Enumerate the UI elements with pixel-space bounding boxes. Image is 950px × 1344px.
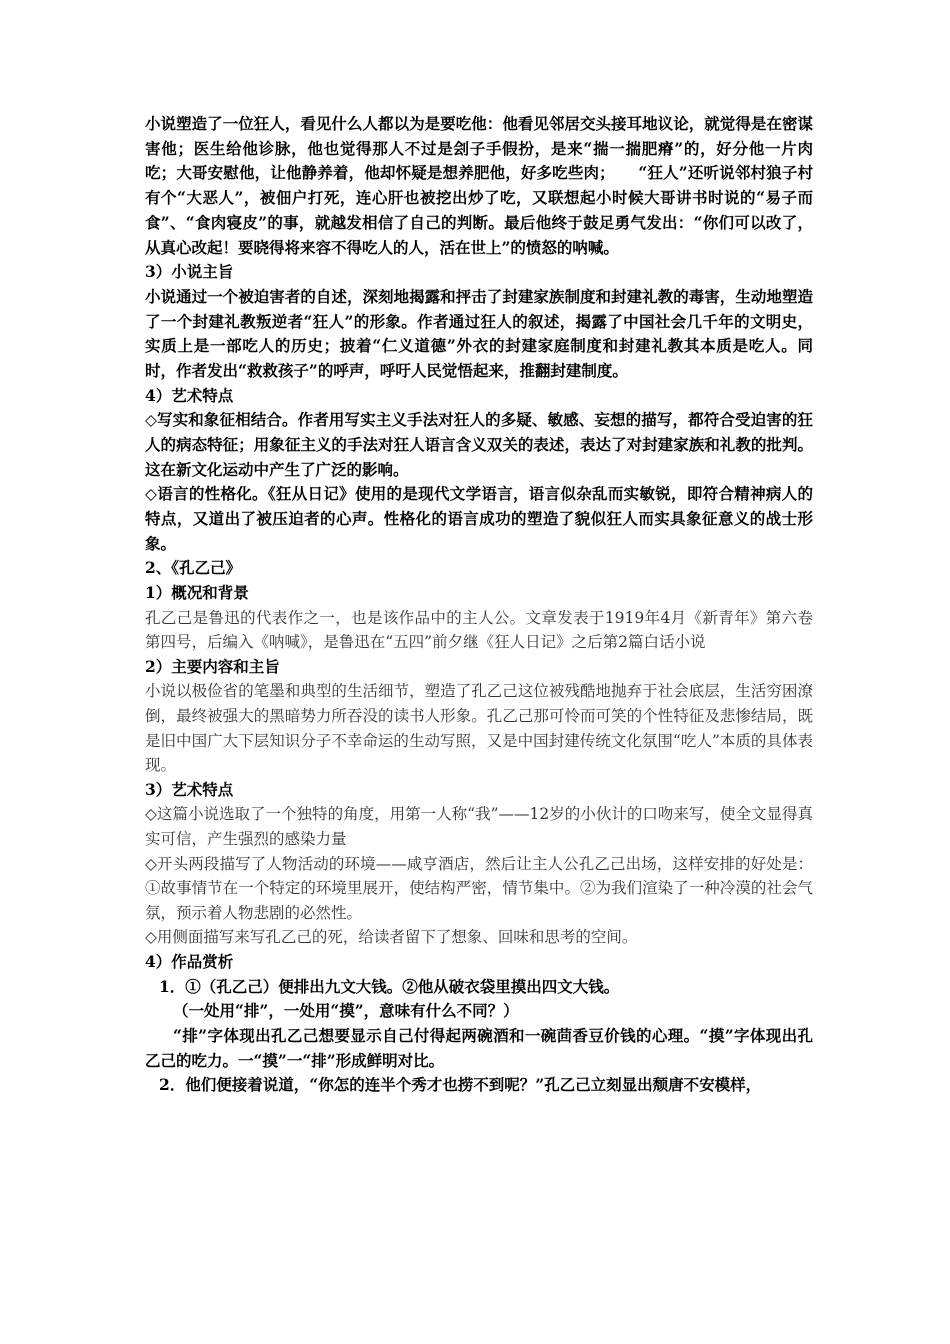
question-1-prompt: （一处用“排”，一处用“摸”，意味有什么不同？） bbox=[173, 1001, 519, 1021]
kongyiji-content-paragraph: 小说以极俭省的笔墨和典型的生活细节，塑造了孔乙己这位被残酷地抛弃于社会底层，生活穷困潦倒，最终被强大的黑暗势力所吞没的读书人形象。孔乙己那可怜而可笑的个性特征及悲惨结局，既是旧中国广大下层知识分子不幸命运的生动写照，又是中国封建传统文化氛围“吃人”本质的具体表现。 bbox=[145, 682, 813, 775]
question-2: 2．他们便接着说道，“你怎的连半个秀才也捞不到呢？”孔乙己立刻显出颓唐不安模样， bbox=[159, 1075, 762, 1095]
document-page bbox=[145, 112, 813, 1098]
kongyiji-art-point-1: ◇这篇小说选取了一个独特的角度，用第一人称“我”——12岁的小伙计的口吻来写，使全文显得真实可信，产生强烈的感染力量 bbox=[145, 805, 813, 848]
kongyiji-background-paragraph: 孔乙己是鲁迅的代表作之一，也是该作品中的主人公。文章发表于1919年4月《新青年》第六卷第四号，后编入《呐喊》，是鲁迅在“五四”前夕继《狂人日记》之后第2篇白话小说 bbox=[145, 608, 813, 652]
kongyiji-background-heading: 1）概况和背景 bbox=[145, 583, 249, 603]
kongyiji-art-point-3: ◇用侧面描写来写孔乙己的死，给读者留下了想象、回味和思考的空间。 bbox=[145, 928, 638, 947]
madman-theme-paragraph: 小说通过一个被迫害者的自述，深刻地揭露和抨击了封建家族制度和封建礼教的毒害，生动地塑造了一个封建礼教叛逆者“狂人”的形象。作者通过狂人的叙述，揭露了中国社会几千年的文明史，实质上是一部吃人的历史；披着“仁义道德”外衣的封建家庭制度和封建礼教其本质是吃人。同时，作者发出“救救孩子”的呼声，呼吁人民觉悟起来，推翻封建制度。 bbox=[145, 286, 813, 380]
kongyiji-title: 2、《孔乙己》 bbox=[145, 558, 242, 578]
madman-art-point-2: ◇语言的性格化。《狂从日记》使用的是现代文学语言，语言似杂乱而实敏锐，即符合精神病人的特点，又道出了被压迫者的心声。性格化的语言成功的塑造了貌似狂人而实具象征意义的战士形象。 bbox=[145, 484, 813, 553]
madman-art-heading: 4）艺术特点 bbox=[145, 385, 234, 405]
question-1: 1．①（孔乙己）便排出九文大钱。②他从破衣袋里摸出四文大钱。 bbox=[159, 976, 620, 996]
kongyiji-appreciation-heading: 4）作品赏析 bbox=[145, 951, 234, 971]
kongyiji-art-point-2: ◇开头两段描写了人物活动的环境——咸亨酒店，然后让主人公孔乙己出场，这样安排的好处是：①故事情节在一个特定的环境里展开，使结构严密，情节集中。②为我们渲染了一种冷漠的社会气氛，预示着人物悲剧的必然性。 bbox=[145, 854, 813, 922]
kongyiji-art-heading: 3）艺术特点 bbox=[145, 779, 234, 799]
kongyiji-content-heading: 2）主要内容和主旨 bbox=[145, 656, 280, 676]
madman-art-point-1: ◇写实和象征相结合。作者用写实主义手法对狂人的多疑、敏感、妄想的描写，都符合受迫害的狂人的病态特征；用象征主义的手法对狂人语言含义双关的表述，表达了对封建家族和礼教的批判。这在新文化运动中产生了广泛的影响。 bbox=[145, 410, 813, 479]
madman-plot-paragraph: 小说塑造了一位狂人，看见什么人都以为是要吃他：他看见邻居交头接耳地议论，就觉得是在密谋害他；医生给他诊脉，他也觉得那人不过是刽子手假扮，是来“揣一揣肥瘠”的，好分他一片肉吃；大哥安慰他，让他静养着，他却怀疑是想养肥他，好多吃些肉； “狂人”还听说邻村狼子村有个“大恶人”，被佃户打死，连心肝也被挖出炒了吃，又联想起小时候大哥讲书时说的“易子而食”、“食肉寝皮”的事，就越发相信了自己的判断。最后他终于鼓足勇气发出：“你们可以改了，从真心改起！要晓得将来容不得吃人的人，活在世上”的愤怒的呐喊。 bbox=[145, 114, 813, 257]
question-1-answer: “排”字体现出孔乙己想要显示自己付得起两碗酒和一碗茴香豆价钱的心理。“摸”字体现出孔乙己的吃力。一“摸”一“排”形成鲜明对比。 bbox=[145, 1025, 813, 1070]
madman-theme-heading: 3）小说主旨 bbox=[145, 262, 234, 282]
